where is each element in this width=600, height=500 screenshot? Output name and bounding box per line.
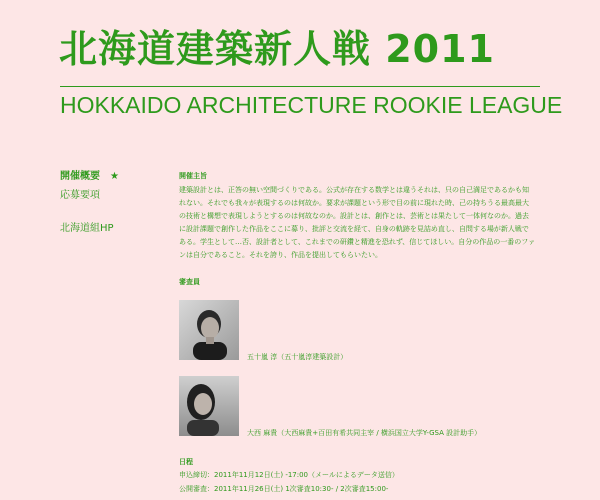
schedule-heading: 日程 — [179, 458, 193, 466]
juror-photo-1 — [179, 300, 239, 360]
purpose-line: れない。それでも我々が表現するのは何故か。要求が課題という形で目の前に現れた時、己の持ちうる最高最大 — [179, 199, 529, 207]
jury-heading: 審査員 — [179, 278, 200, 286]
portrait-woman-icon — [179, 376, 239, 436]
sidebar-item-overview[interactable] — [60, 172, 119, 182]
sidebar-item-guidelines[interactable] — [60, 191, 100, 201]
page-title-jp: 北海道建築新人戦 2011 — [59, 27, 495, 71]
main-content — [179, 172, 574, 262]
page-title-en: HOKKAIDO ARCHITECTURE ROOKIE LEAGUE — [60, 92, 563, 118]
juror-name-1: 五十嵐 淳（五十嵐淳建築設計） — [247, 353, 348, 361]
title-divider — [60, 86, 540, 87]
schedule-item-deadline: 申込締切：2011年11月12日(土) -17:00（メールによるデータ送信） — [179, 471, 399, 479]
purpose-heading: 開催主旨 — [179, 172, 207, 180]
sidebar-item-label: 北海道組HP — [60, 223, 114, 234]
purpose-line: ンは自分であること。それを誇り、作品を提出してもらいたい。 — [179, 251, 382, 259]
purpose-line: に設計課題で創作した作品をここに募り、批評と交流を経て、自身の軌跡を見詰め直し、自問する場が新人戦で — [179, 225, 529, 233]
purpose-line: の技術と構想で表現しようとするのは何故なのか。設計とは、創作とは、芸術とは果たして一体何なのか。過去 — [179, 212, 529, 220]
sidebar-item-label: 開催概要 — [60, 171, 100, 182]
portrait-man-icon — [179, 300, 239, 360]
star-icon: ★ — [110, 171, 119, 182]
schedule-item-review: 公開審査：2011年11月26日(土) 1次審査10:30- / 2次審査15:00- — [179, 485, 389, 493]
sidebar-item-label: 応募要項 — [60, 190, 100, 201]
purpose-text — [179, 184, 574, 262]
sidebar-item-homepage[interactable] — [60, 224, 114, 234]
juror-name-2: 大西 麻貴（大西麻貴+百田有希共同主宰 / 横浜国立大学Y-GSA 設計助手） — [247, 429, 482, 437]
juror-photo-2 — [179, 376, 239, 436]
purpose-line: ある。学生として…否、設計者として、これまでの研鑽と精進を恐れず、信じてほしい。自分の作品の一番のファ — [179, 238, 536, 246]
purpose-line: 建築設計とは、正答の無い空間づくりである。公式が存在する数学とは違うそれは、只の自己満足であるかも知 — [179, 186, 529, 194]
